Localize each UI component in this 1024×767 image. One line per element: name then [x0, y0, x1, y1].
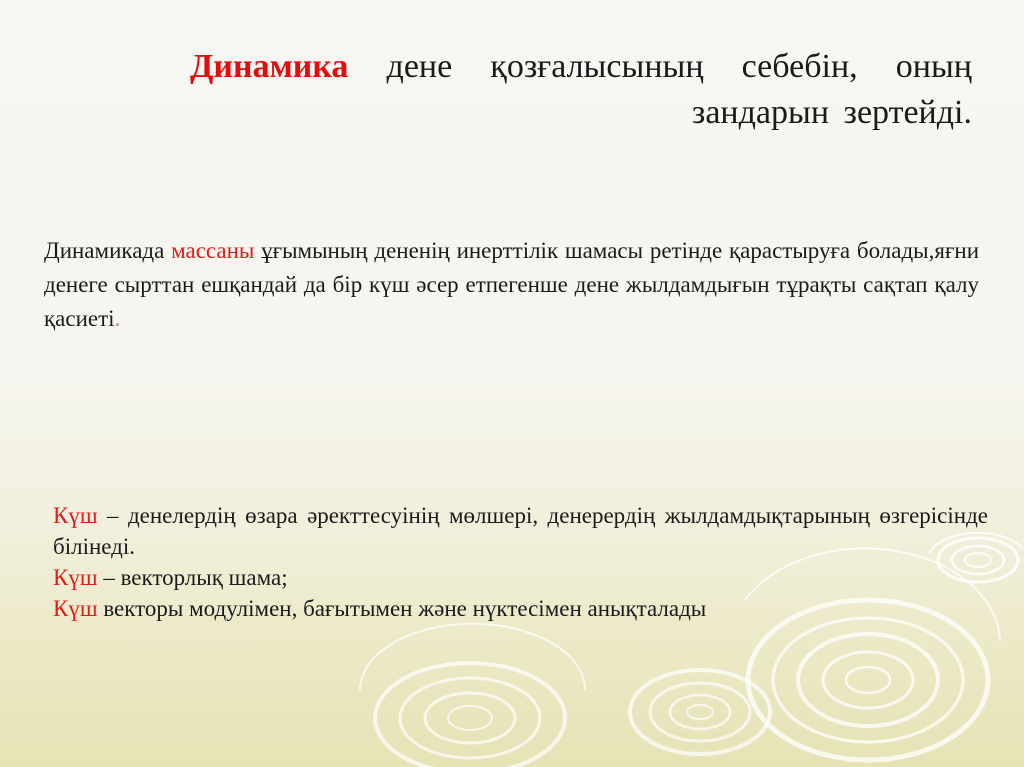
force-line-text: векторы модулімен, бағытымен және нүктесімен анықталады: [97, 596, 707, 621]
paragraph-lead: Динамикада: [44, 238, 165, 263]
ripple-left: [360, 624, 585, 767]
force-keyword: Күш: [53, 503, 98, 528]
paragraph-end-mark: .: [114, 306, 121, 331]
force-line-1: [53, 500, 988, 562]
title-keyword: Динамика: [190, 48, 349, 85]
force-line-3: [53, 593, 988, 624]
mass-term: массаны: [171, 238, 255, 263]
force-line-text: – денелердің өзара әректтесуінің мөлшері, денерердің жылдамдықтарының өзгерісінде білінеді.: [53, 503, 988, 559]
inertia-paragraph: [44, 234, 979, 336]
force-definitions: [53, 500, 988, 624]
force-line-text: – векторлық шама;: [97, 565, 288, 590]
force-line-2: [53, 562, 988, 593]
title-text: дене қозғалысының себебін, оның зандарын зертейді.: [386, 48, 972, 131]
slide-title: [190, 44, 972, 136]
force-keyword: Күш: [53, 565, 98, 590]
paragraph-body: ұғымының дененің инерттілік шамасы ретінде қарастыруға болады,яғни денеге сырттан ешқандай да бір күш әсер етпегенше дене жылдамдығын тұрақты сақтап қалу қасиеті: [44, 238, 979, 331]
force-keyword: Күш: [53, 596, 98, 621]
ripple-medium: [630, 670, 770, 754]
